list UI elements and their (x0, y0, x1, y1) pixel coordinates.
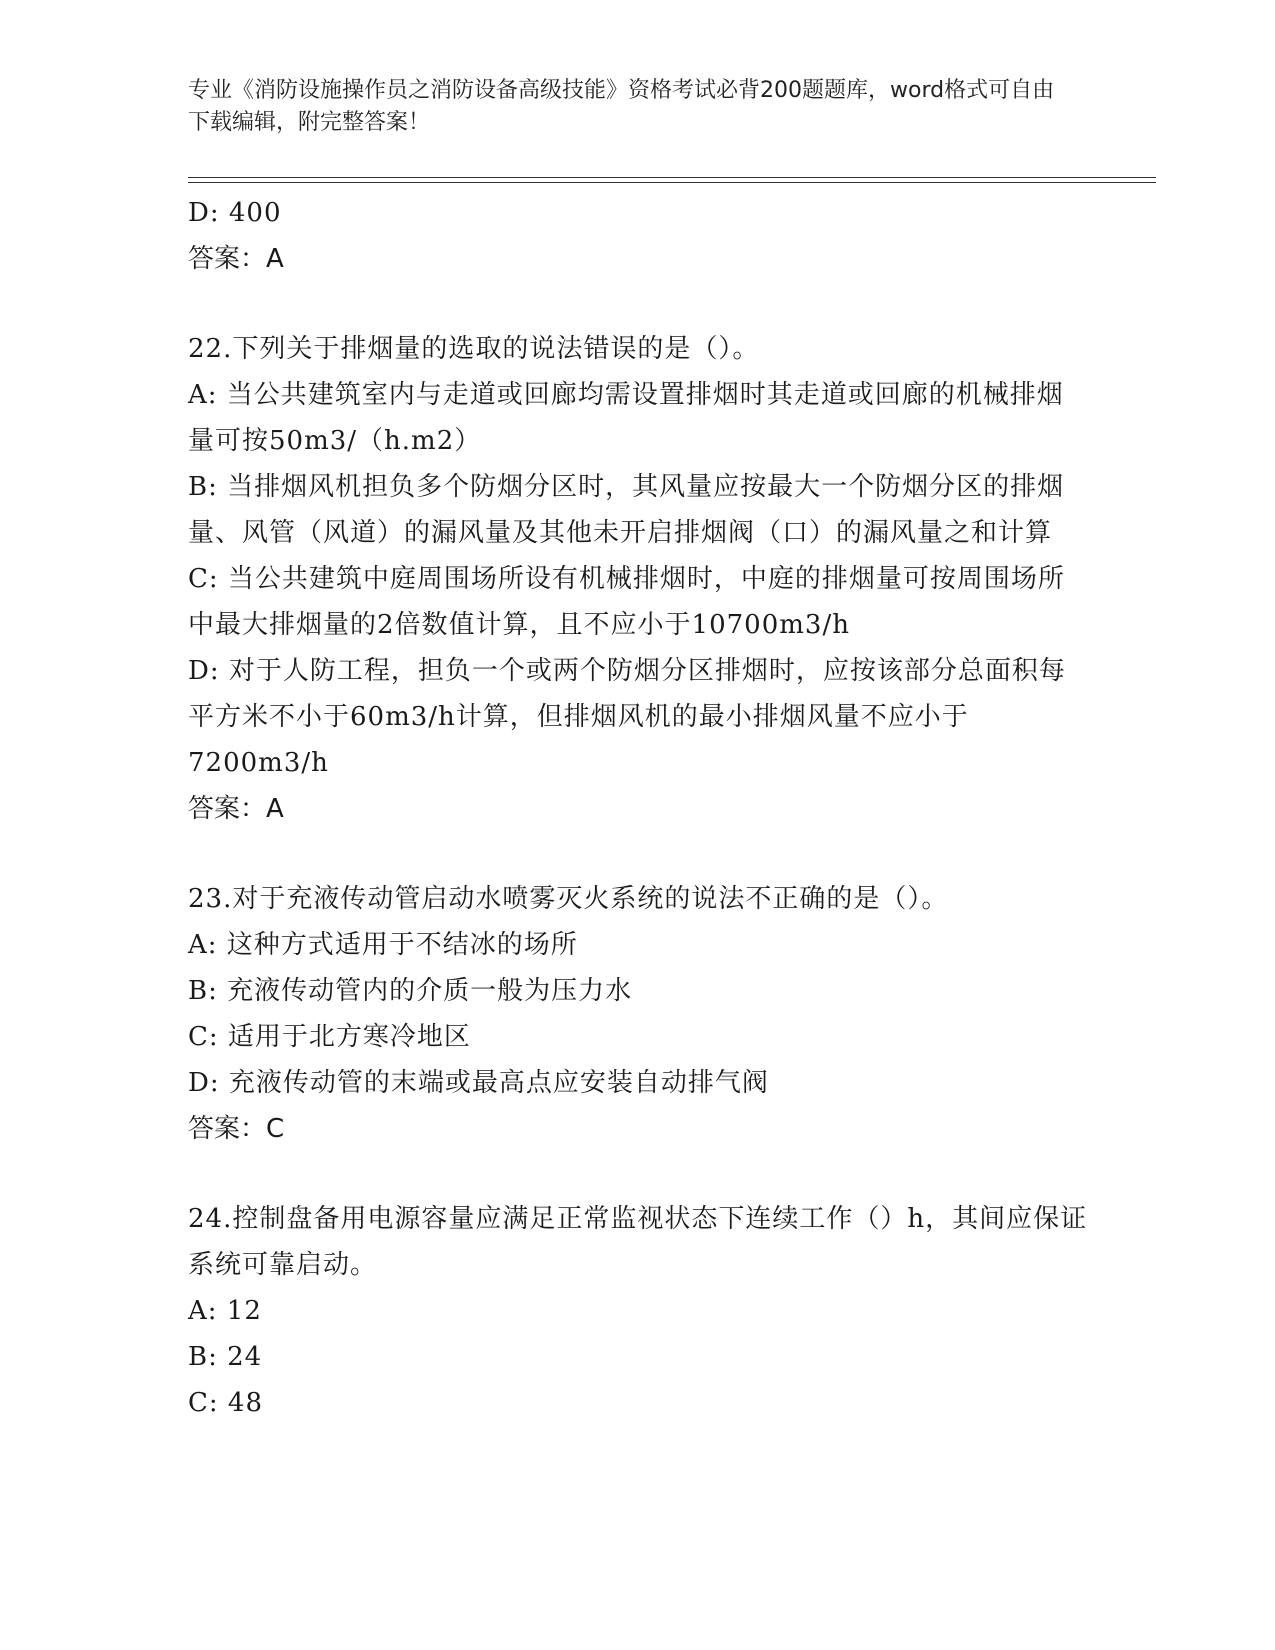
spacer (188, 832, 1088, 876)
spacer (188, 1152, 1088, 1196)
option-c: C: 48 (188, 1388, 264, 1418)
option-b: B: 当排烟风机担负多个防烟分区时，其风量应按最大一个防烟分区的排烟量、风管（风道）的漏风量及其他未开启排烟阀（口）的漏风量之和计算 (188, 472, 1065, 548)
option-a: A: 12 (188, 1296, 262, 1326)
answer-line: 答案：A (188, 244, 284, 274)
option-a: A: 这种方式适用于不结冰的场所 (188, 930, 578, 960)
answer-line: 答案：A (188, 794, 284, 824)
option-b: B: 充液传动管内的介质一般为压力水 (188, 976, 633, 1006)
option-c: C: 当公共建筑中庭周围场所设有机械排烟时，中庭的排烟量可按周围场所中最大排烟量的2倍数值计算，且不应小于10700m3/h (188, 564, 1065, 640)
header-divider-top (188, 177, 1156, 178)
question-stem: 24.控制盘备用电源容量应满足正常监视状态下连续工作（）h，其间应保证系统可靠启动。 (188, 1204, 1088, 1280)
option-d: D: 充液传动管的末端或最高点应安装自动排气阀 (188, 1068, 769, 1098)
option-a: A: 当公共建筑室内与走道或回廊均需设置排烟时其走道或回廊的机械排烟量可按50m3/（h.m2） (188, 380, 1064, 456)
question-prev-tail (188, 190, 1088, 282)
option-c: C: 适用于北方寒冷地区 (188, 1022, 471, 1052)
question-23 (188, 876, 1088, 1152)
header-divider-bottom (188, 182, 1156, 183)
document-header: 专业《消防设施操作员之消防设备高级技能》资格考试必背200题题库，word格式可自由下载编辑，附完整答案！ (188, 78, 1055, 135)
question-stem: 23.对于充液传动管启动水喷雾灭火系统的说法不正确的是（）。 (188, 884, 949, 914)
option-b: B: 24 (188, 1342, 263, 1372)
option-d: D: 400 (188, 198, 282, 228)
answer-line: 答案：C (188, 1114, 285, 1144)
spacer (188, 282, 1088, 326)
option-d: D: 对于人防工程，担负一个或两个防烟分区排烟时，应按该部分总面积每平方米不小于60m3/h计算，但排烟风机的最小排烟风量不应小于7200m3/h (188, 656, 1066, 778)
question-content (188, 190, 1088, 1426)
question-22 (188, 326, 1088, 832)
question-24 (188, 1196, 1088, 1426)
question-stem: 22.下列关于排烟量的选取的说法错误的是（）。 (188, 334, 760, 364)
